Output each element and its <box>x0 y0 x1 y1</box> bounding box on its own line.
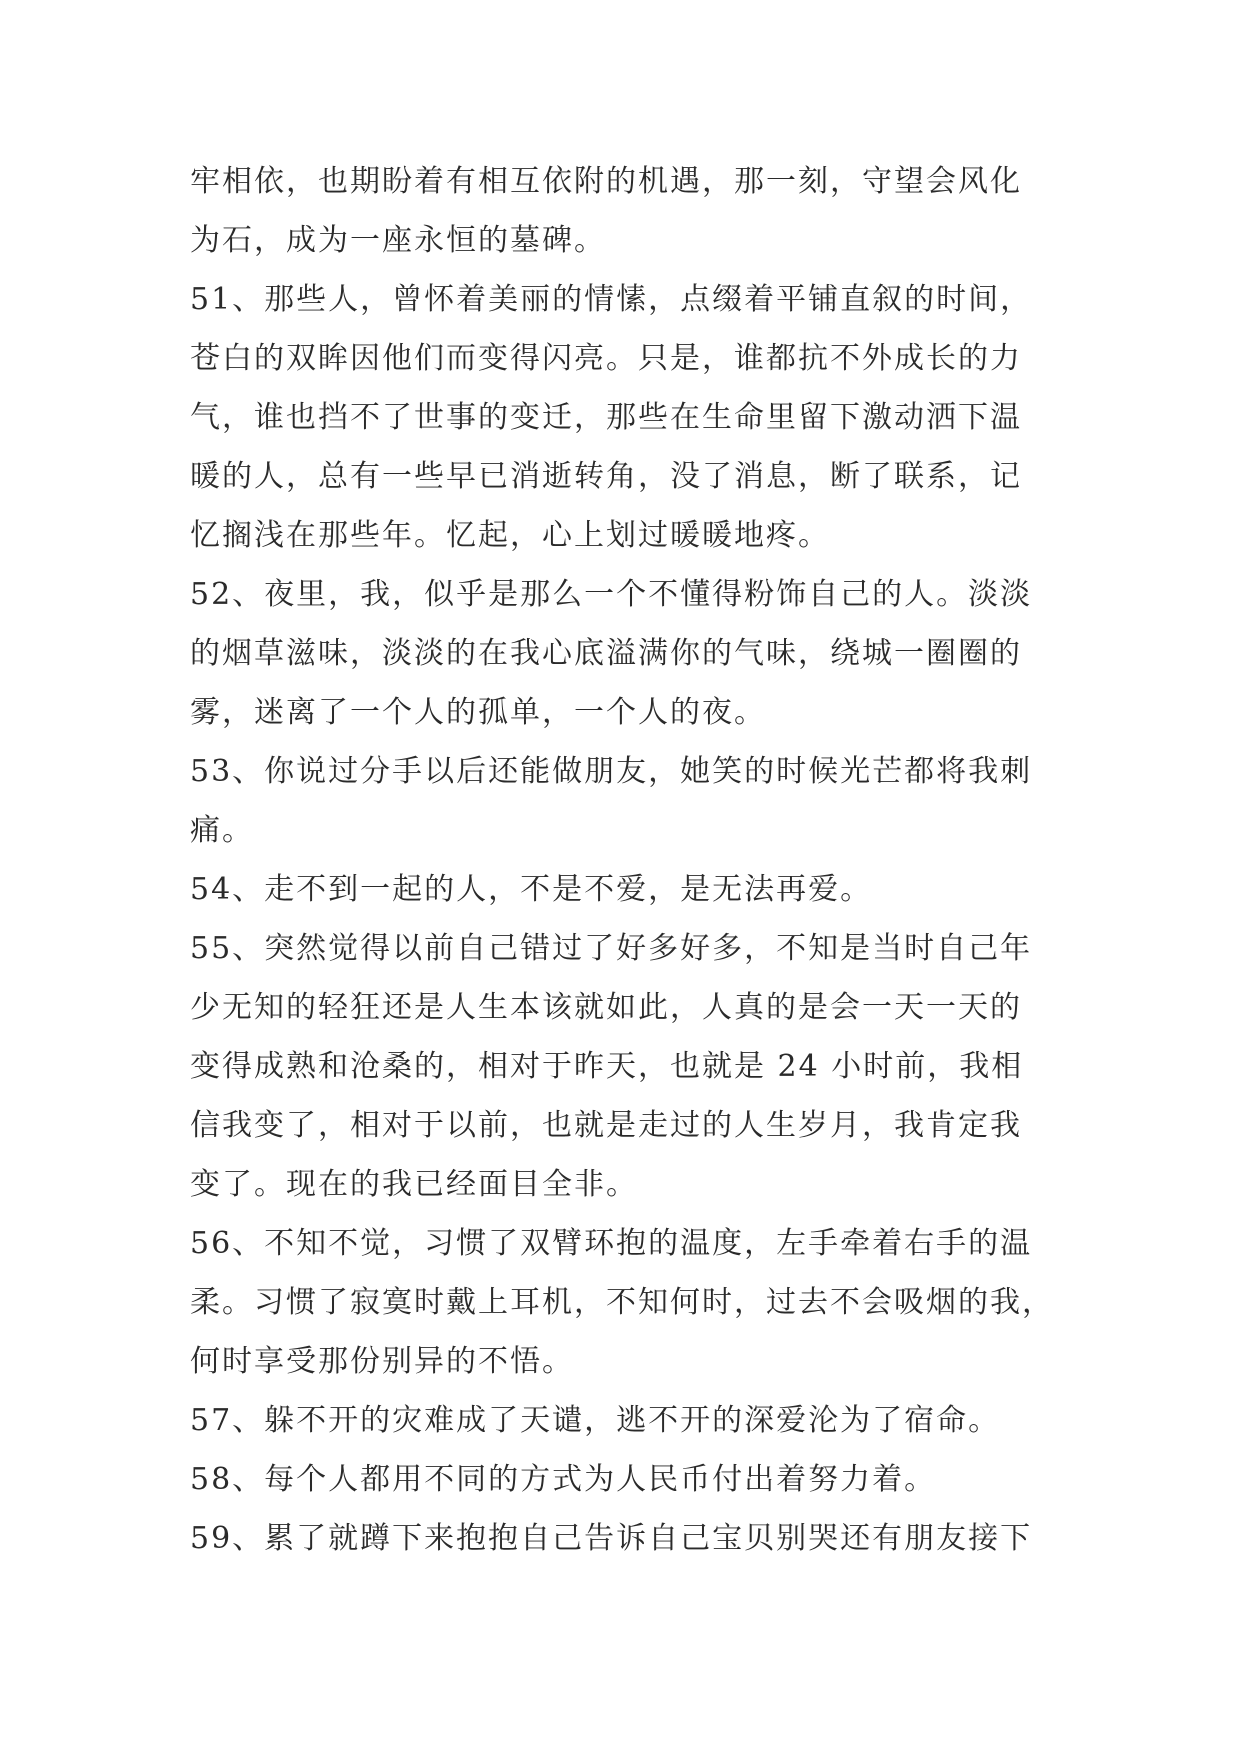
text-line: 的烟草滋味，淡淡的在我心底溢满你的气味，绕城一圈圈的 <box>190 636 1022 671</box>
text-line: 58、每个人都用不同的方式为人民币付出着努力着。 <box>190 1462 937 1497</box>
text-line: 59、累了就蹲下来抱抱自己告诉自己宝贝别哭还有朋友接下 <box>190 1521 1033 1556</box>
text-line: 57、躲不开的灾难成了天谴，逃不开的深爱沦为了宿命。 <box>190 1403 1001 1438</box>
text-line: 痛。 <box>190 813 254 848</box>
text-line: 53、你说过分手以后还能做朋友，她笑的时候光芒都将我刺 <box>190 754 1033 789</box>
text-line: 少无知的轻狂还是人生本该就如此，人真的是会一天一天的 <box>190 990 1022 1025</box>
text-line: 54、走不到一起的人，不是不爱，是无法再爱。 <box>190 872 873 907</box>
text-line: 苍白的双眸因他们而变得闪亮。只是，谁都抗不外成长的力 <box>190 341 1022 376</box>
text-line: 变得成熟和沧桑的，相对于昨天，也就是 24 小时前，我相 <box>190 1049 1024 1084</box>
text-line: 忆搁浅在那些年。忆起，心上划过暖暖地疼。 <box>190 518 830 553</box>
text-line: 雾，迷离了一个人的孤单，一个人的夜。 <box>190 695 766 730</box>
text-line: 51、那些人，曾怀着美丽的情愫，点缀着平铺直叙的时间， <box>190 282 1033 317</box>
text-line: 变了。现在的我已经面目全非。 <box>190 1167 638 1202</box>
text-line: 52、夜里，我，似乎是那么一个不懂得粉饰自己的人。淡淡 <box>190 577 1033 612</box>
text-line: 气，谁也挡不了世事的变迁，那些在生命里留下激动洒下温 <box>190 400 1022 435</box>
body-text <box>190 152 1070 1568</box>
text-line: 暖的人，总有一些早已消逝转角，没了消息，断了联系，记 <box>190 459 1022 494</box>
text-line: 柔。习惯了寂寞时戴上耳机，不知何时，过去不会吸烟的我， <box>190 1285 1054 1320</box>
text-line: 55、突然觉得以前自己错过了好多好多，不知是当时自己年 <box>190 931 1033 966</box>
text-line: 牢相依，也期盼着有相互依附的机遇，那一刻，守望会风化 <box>190 164 1022 199</box>
text-line: 为石，成为一座永恒的墓碑。 <box>190 223 606 258</box>
text-line: 56、不知不觉，习惯了双臂环抱的温度，左手牵着右手的温 <box>190 1226 1033 1261</box>
text-line: 信我变了，相对于以前，也就是走过的人生岁月，我肯定我 <box>190 1108 1022 1143</box>
text-line: 何时享受那份别异的不悟。 <box>190 1344 574 1379</box>
